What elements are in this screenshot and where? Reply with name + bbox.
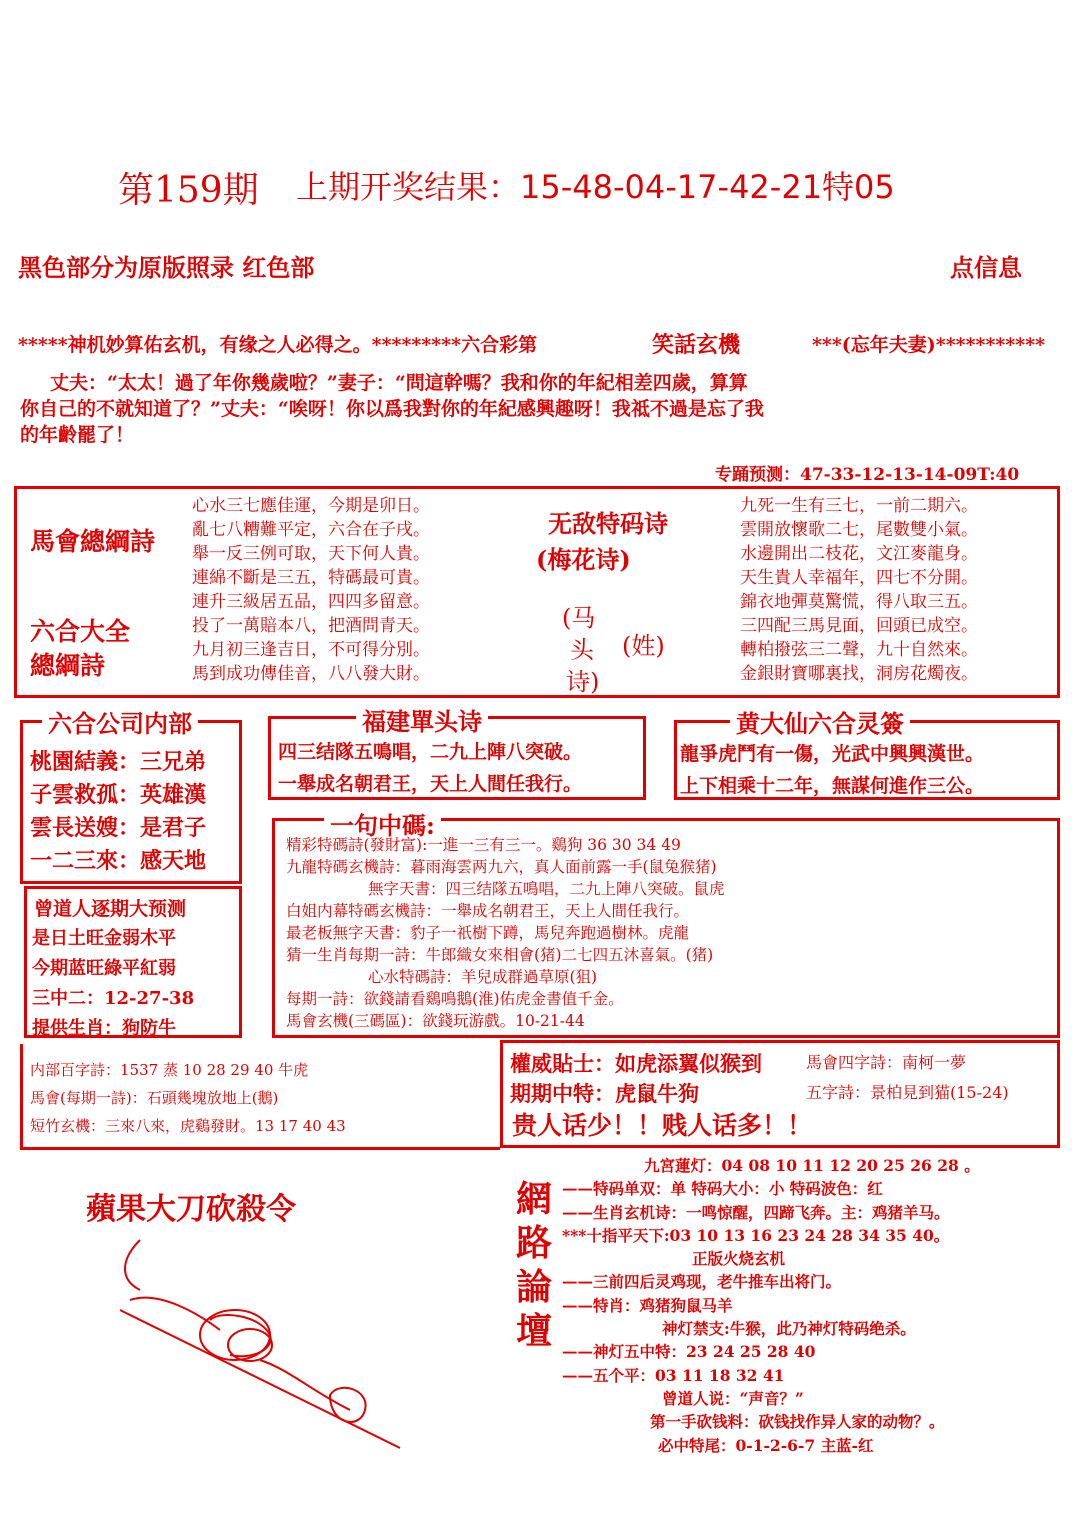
- poem-line: 九月初三逢吉日，不可得分別。: [192, 640, 430, 660]
- prediction: 专踊预测：47-33-12-13-14-09T:40: [715, 465, 1020, 485]
- mid-sub-1: (马: [562, 604, 596, 632]
- company-line: 雲長送嫂：是君子: [30, 815, 207, 841]
- yiju-line: 馬會玄機(三碼區)：欲錢玩游戲。10-21-44: [286, 1012, 585, 1030]
- sword-illustration: [100, 1220, 420, 1460]
- zengdao-line: 提供生肖：狗防牛: [32, 1018, 176, 1039]
- poem-line: 亂七八糟難平定，六合在子戌。: [192, 520, 430, 540]
- poem-line: 天生貴人幸福年，四七不分開。: [740, 568, 978, 588]
- poem-line: 金銀財寶哪裏找，洞房花燭夜。: [740, 664, 978, 684]
- forum-line: ***十指平天下:03 10 13 16 23 24 28 34 35 40。: [562, 1225, 950, 1245]
- zengdao-line: 是日土旺金弱木平: [32, 928, 176, 949]
- fujian-lines: [278, 736, 582, 800]
- fujian-line: 四三结隊五鳴唱，二九上陣八突破。: [278, 741, 583, 763]
- mid-sub-4: (姓): [622, 632, 665, 660]
- poem-right: [740, 494, 978, 686]
- yiju-lines: [286, 834, 725, 1032]
- poem-line: 連綿不斷是三五，特碼最可貴。: [192, 568, 430, 588]
- forum-line: ——神灯五中特：23 24 25 28 40: [562, 1342, 816, 1362]
- neibu-line: 短竹玄機：三來八來，虎鷄發財。13 17 40 43: [30, 1117, 346, 1135]
- neibu-line: 内部百字詩：1537 蒸 10 28 29 40 牛虎: [30, 1061, 309, 1079]
- forum-line: 第一手砍钱料：砍钱找作异人家的动物？。: [650, 1412, 945, 1432]
- joke-text: [20, 370, 1060, 448]
- poem-line: 連升三級居五品，四四多留意。: [192, 592, 430, 612]
- mid-title-a: 无敌特码诗: [548, 509, 668, 538]
- poem-line: 馬到成功傳佳音，八八發大財。: [192, 664, 430, 684]
- poem-line: 投了一萬賠本八，把酒問青天。: [192, 616, 430, 636]
- huang-line: 上下相乘十二年，無謀何進作三公。: [680, 775, 985, 797]
- quanwei-line1b: 馬會四字詩：南柯一夢: [806, 1053, 967, 1072]
- mid-title-b: (梅花诗): [536, 545, 631, 574]
- huang-title: 黄大仙六合灵簽: [730, 704, 910, 739]
- banner-tail: ***(忘年夫妻)***********: [812, 334, 1046, 356]
- forum-line: 九宮蓮灯：04 08 10 11 12 20 25 26 28 。: [644, 1156, 980, 1175]
- company-title: 六合公司内部: [42, 704, 198, 739]
- forum-line: ——特码单双：单 特码大小：小 特码波色：红: [562, 1179, 883, 1199]
- poem-line: 舉一反三例可取，天下何人貴。: [192, 544, 430, 564]
- yiju-line: 九龍特碼玄機詩：暮雨海雲两九六，真人面前露一手(鼠兔猴猪): [286, 858, 717, 876]
- poem-left: [192, 494, 430, 686]
- fujian-title: 福建單头诗: [356, 702, 488, 737]
- banner-text: *****神机妙算佑玄机，有缘之人必得之。*********六合彩第: [18, 334, 538, 356]
- forum-line: 曾道人说：“声音？”: [662, 1388, 804, 1408]
- forum-vertical-char: 路: [516, 1223, 553, 1264]
- yiju-line: 心水特碼詩：羊兒成群過草原(狙): [368, 968, 598, 986]
- joke-line: 的年齡罷了！: [20, 424, 135, 446]
- forum-vertical-char: 壇: [516, 1311, 553, 1352]
- sword-curl: [125, 1240, 140, 1290]
- apple-title: 蘋果大刀砍殺令: [86, 1192, 296, 1227]
- poem-line: 雲開放懷歌二七，尾數雙小氣。: [740, 520, 978, 540]
- joke-line: 你自己的不就知道了？”丈夫：“唉呀！你以爲我對你的年紀感興趣呀！我祗不過是忘了我: [20, 398, 764, 420]
- note-left: 黑色部分为原版照录 红色部: [18, 253, 315, 282]
- neibu-lines: [30, 1056, 346, 1140]
- quanwei-slogan: 贵人话少！！贱人话多！！: [512, 1111, 813, 1140]
- company-line: 一二三來：感天地: [30, 848, 207, 874]
- note-right: 点信息: [950, 253, 1022, 282]
- zengdao-line: 三中二：12-27-38: [32, 988, 195, 1009]
- mid-sub-2: 头: [570, 636, 594, 664]
- main-title-2b: 總綱詩: [30, 651, 106, 680]
- issue-number: 第159期: [118, 170, 259, 211]
- poem-line: 九死一生有三七，一前二期六。: [740, 496, 978, 516]
- forum-line: ——三前四后灵鸡现，老牛推车出将门。: [562, 1272, 842, 1292]
- forum-line: ——生肖玄机诗：一鸣惊醒，四蹄飞奔。主：鸡猪羊马。: [562, 1202, 950, 1222]
- poem-line: 錦衣地彈莫驚慌，得八取三五。: [740, 592, 978, 612]
- zengdao-line: 今期蓝旺綠平紅弱: [32, 958, 176, 979]
- huang-line: 龍爭虎鬥有一傷，光武中興興漢世。: [680, 743, 985, 765]
- quanwei-line2a: 期期中特：虎鼠牛狗: [510, 1081, 699, 1106]
- company-line: 桃園結義：三兄弟: [30, 749, 207, 775]
- forum-line: 神灯禁支:牛猴，此乃神灯特码绝杀。: [662, 1319, 916, 1339]
- company-lines: [30, 746, 206, 878]
- zengdao-title: 曾道人逐期大预测: [34, 898, 187, 920]
- neibu-line: 馬會(每期一詩)：石頭幾塊放地上(鵝): [30, 1089, 279, 1107]
- poem-line: 轉柏撥弦三二聲，九十自然來。: [740, 640, 978, 660]
- yiju-line: 猜一生肖每期一詩：牛郎織女來相會(猪)二七四五沐喜氣。(猪): [286, 946, 714, 964]
- quanwei-line1a: 權威貼士：如虎添翼似猴到: [510, 1051, 762, 1076]
- poem-line: 三四配三馬見面，回頭已成空。: [740, 616, 978, 636]
- forum-lines: [562, 1154, 980, 1457]
- fujian-line: 一舉成名朝君王，天上人間任我行。: [278, 773, 583, 795]
- forum-line: ——五个平：03 11 18 32 41: [562, 1365, 785, 1385]
- poem-line: 心水三七應佳運，今期是卯日。: [192, 496, 430, 516]
- yiju-line: 每期一詩：欲錢請看鷄鳴鵝(淮)佑虎金書值千金。: [286, 990, 624, 1008]
- company-line: 子雲救孤：英雄漢: [30, 782, 207, 808]
- forum-line: 必中特尾：0-1-2-6-7 主蓝-红: [658, 1435, 874, 1455]
- mid-sub-3: 诗): [566, 668, 600, 696]
- joke-line: 丈夫：“太太！過了年你幾歲啦？”妻子：“問這幹嗎？我和你的年紀相差四歲，算算: [50, 372, 748, 394]
- banner-title: 笑話玄機: [652, 332, 741, 358]
- yiju-line: 最老板無字天書：豹子一祇樹下蹲，馬兒奔跑過樹林。虎龍: [286, 924, 690, 942]
- forum-line: 正版火烧玄机: [692, 1249, 786, 1269]
- sword-guard: [130, 1298, 220, 1330]
- main-title-2a: 六合大全: [30, 617, 131, 646]
- zengdao-lines: [32, 924, 194, 1044]
- yiju-line: 精彩特碼詩(發財富):一進一三有三一。鷄狗 36 30 34 49: [286, 836, 681, 854]
- forum-vertical-char: 論: [516, 1267, 553, 1308]
- forum-vertical-char: 網: [516, 1179, 553, 1220]
- yiju-line: 白姐内幕特碼玄機詩：一舉成名朝君王，天上人間任我行。: [286, 902, 690, 920]
- forum-vertical-title: [516, 1178, 556, 1354]
- poem-line: 水邊開出二枝花，文江麥龍身。: [740, 544, 978, 564]
- quanwei-line2b: 五字詩：景柏見到猫(15-24): [806, 1083, 1009, 1102]
- yiju-line: 無字天書：四三结隊五鳴唱，二九上陣八突破。鼠虎: [368, 880, 725, 898]
- main-title-1: 馬會總綱詩: [30, 527, 156, 556]
- yiju-title: 一句中碼:: [324, 806, 441, 841]
- huang-lines: [680, 738, 984, 802]
- forum-line: ——特肖：鸡猪狗鼠马羊: [562, 1295, 733, 1315]
- last-result: 上期开奖结果：15-48-04-17-42-21特05: [296, 168, 895, 206]
